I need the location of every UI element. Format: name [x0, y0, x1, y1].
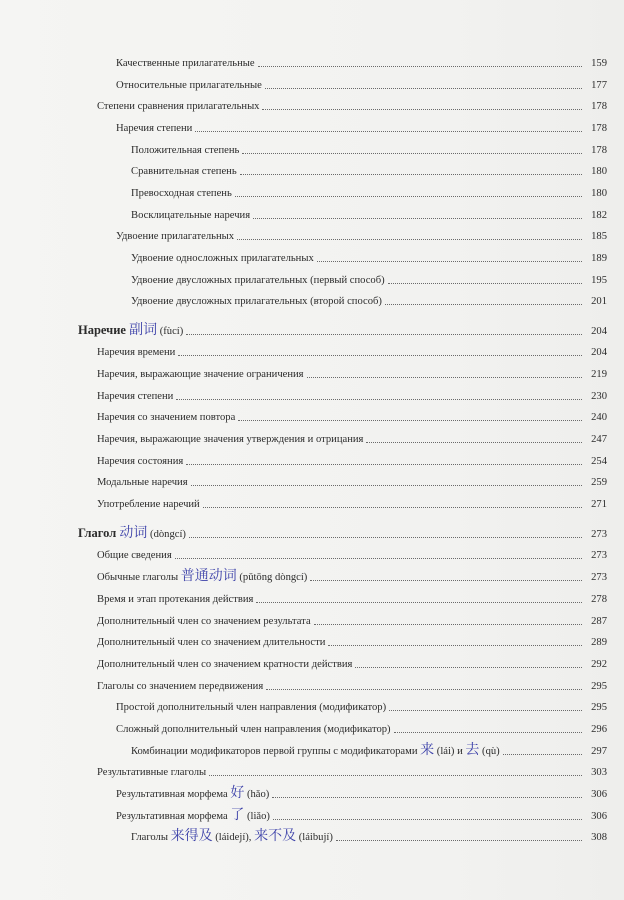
dot-leader [258, 66, 582, 67]
pinyin-reading: (láibují) [296, 832, 333, 843]
dot-leader [389, 710, 582, 711]
entry-title-text: Комбинации модификаторов первой группы с модификаторами [131, 746, 421, 757]
entry-title-text: Дополнительный член со значением длительности [97, 637, 326, 648]
toc-entry[interactable] [97, 586, 607, 606]
toc-entry-title [131, 165, 237, 178]
toc-entry[interactable] [97, 339, 607, 359]
entry-title-text: Наречия, выражающие значения утверждения и отрицания [97, 434, 364, 445]
entry-title-text: Время и этап протекания действия [97, 594, 254, 605]
entry-title-text: Удвоение односложных прилагательных [131, 253, 314, 264]
entry-title-text: Наречие [78, 323, 130, 337]
entry-title-text: Результативная морфема [116, 789, 231, 800]
dot-leader [388, 283, 582, 284]
toc-entry[interactable] [116, 115, 607, 135]
entry-title-text: Глаголы со значением передвижения [97, 681, 264, 692]
entry-title-text: Простой дополнительный член направления (модификатор) [116, 702, 387, 713]
dot-leader [310, 580, 582, 581]
page-number: 247 [591, 434, 607, 445]
toc-section-heading[interactable] [78, 318, 607, 338]
entry-title-text: Глаголы [131, 832, 171, 843]
pinyin-reading: (láidejí), [212, 832, 255, 843]
toc-entry[interactable] [116, 223, 607, 243]
page-number: 278 [591, 594, 607, 605]
pinyin-reading: (hǎo) [244, 789, 270, 800]
entry-title-text: Наречия степени [97, 391, 174, 402]
toc-entry[interactable] [131, 267, 607, 287]
page-number: 219 [591, 369, 607, 380]
page-number: 273 [591, 529, 607, 540]
toc-entry-title [97, 615, 311, 628]
page-number: 287 [591, 616, 607, 627]
entry-title-text: Восклицательные наречия [131, 210, 251, 221]
chinese-term: 副词 [129, 322, 158, 338]
dot-leader [186, 464, 582, 465]
dot-leader [336, 840, 582, 841]
entry-title-text: Результативные глаголы [97, 767, 207, 778]
entry-title-text: Глагол [78, 526, 120, 540]
toc-entry-title [97, 549, 172, 562]
dot-leader [307, 377, 582, 378]
toc-entry[interactable] [97, 759, 607, 779]
dot-leader [235, 196, 582, 197]
toc-entry[interactable] [97, 651, 607, 671]
toc-entry[interactable] [131, 202, 607, 222]
chinese-term: 去 [465, 742, 480, 758]
page-number: 204 [591, 347, 607, 358]
toc-entry[interactable] [97, 564, 607, 584]
toc-entry[interactable] [131, 137, 607, 157]
dot-leader [209, 775, 582, 776]
dot-leader [503, 754, 582, 755]
pinyin-reading: (pǔtōng dòngcí) [236, 572, 308, 583]
entry-title-text: Модальные наречия [97, 477, 188, 488]
dot-leader [266, 689, 582, 690]
page-number: 271 [591, 499, 607, 510]
toc-entry-title [97, 570, 307, 584]
entry-title-text: Дополнительный член со значением результата [97, 616, 311, 627]
toc-entry-title [131, 187, 232, 200]
toc-entry[interactable] [116, 716, 607, 736]
page-number: 230 [591, 391, 607, 402]
entry-title-text: Удвоение прилагательных [116, 231, 235, 242]
page-number: 180 [591, 166, 607, 177]
page-number: 308 [591, 832, 607, 843]
entry-title-text: Наречия, выражающие значение ограничения [97, 369, 304, 380]
toc-entry-title [97, 411, 235, 424]
toc-entry[interactable] [131, 245, 607, 265]
chinese-term: 了 [230, 807, 245, 823]
toc-entry-title [78, 324, 183, 338]
toc-entry[interactable] [97, 491, 607, 511]
dot-leader [262, 109, 582, 110]
toc-entry-title [116, 723, 391, 736]
chinese-term: 来不及 [254, 828, 297, 844]
entry-title-text: Превосходная степень [131, 188, 232, 199]
entry-title-text: Наречия со значением повтора [97, 412, 236, 423]
page-number: 178 [591, 101, 607, 112]
dot-leader [191, 485, 582, 486]
toc-entry[interactable] [97, 629, 607, 649]
page-number: 204 [591, 326, 607, 337]
entry-title-text: Степени сравнения прилагательных [97, 101, 260, 112]
toc-entry-title [97, 658, 352, 671]
toc-entry-title [116, 79, 262, 92]
dot-leader [328, 645, 582, 646]
toc-entry-title [97, 455, 183, 468]
page-number: 182 [591, 210, 607, 221]
page-number: 254 [591, 456, 607, 467]
toc-entry-title [97, 346, 175, 359]
toc-entry-title [116, 57, 255, 70]
pinyin-reading: (lái) и [434, 746, 466, 757]
toc-entry-title [131, 274, 385, 287]
dot-leader [394, 732, 582, 733]
toc-entry-title [97, 766, 206, 779]
page-number: 295 [591, 702, 607, 713]
page-number: 306 [591, 789, 607, 800]
toc-entry[interactable] [97, 542, 607, 562]
toc-entry[interactable] [116, 50, 607, 70]
entry-title-text: Наречия времени [97, 347, 176, 358]
toc-entry[interactable] [116, 694, 607, 714]
dot-leader [178, 355, 582, 356]
entry-title-text: Наречия степени [116, 123, 193, 134]
toc-entry-title [116, 701, 386, 714]
chinese-term: 来 [420, 742, 435, 758]
dot-leader [314, 624, 582, 625]
toc-entry-title [97, 433, 363, 446]
page-number: 240 [591, 412, 607, 423]
page-number: 273 [591, 572, 607, 583]
toc-entry-title [116, 809, 270, 823]
toc-entry[interactable] [116, 781, 607, 801]
entry-title-text: Обычные глаголы [97, 572, 181, 583]
toc-entry[interactable] [131, 158, 607, 178]
entry-title-text: Удвоение двусложных прилагательных (второй способ) [131, 296, 382, 307]
toc-entry-title [131, 252, 314, 265]
toc-entry[interactable] [97, 93, 607, 113]
toc-entry-title [131, 209, 250, 222]
page-number: 189 [591, 253, 607, 264]
dot-leader [175, 558, 582, 559]
toc-entry[interactable] [97, 404, 607, 424]
toc-entry[interactable] [97, 469, 607, 489]
chinese-term: 动词 [119, 525, 148, 541]
page-number: 178 [591, 123, 607, 134]
dot-leader [186, 334, 582, 335]
entry-title-text: Сравнительная степень [131, 166, 237, 177]
dot-leader [385, 304, 582, 305]
entry-title-text: Дополнительный член со значением кратности действия [97, 659, 353, 670]
toc-entry-title [131, 144, 239, 157]
dot-leader [317, 261, 582, 262]
entry-title-text: Общие сведения [97, 550, 172, 561]
toc-entry-title [131, 830, 333, 844]
toc-entry-title [116, 122, 192, 135]
toc-section-heading[interactable] [78, 521, 607, 541]
toc-entry-title [116, 230, 234, 243]
dot-leader [238, 420, 582, 421]
dot-leader [176, 399, 582, 400]
toc-entry-title [131, 295, 382, 308]
toc-entry[interactable] [131, 180, 607, 200]
dot-leader [242, 153, 582, 154]
dot-leader [189, 537, 582, 538]
toc-entry-title [97, 390, 173, 403]
page-number: 259 [591, 477, 607, 488]
page-number: 306 [591, 811, 607, 822]
toc-entry-title [97, 498, 200, 511]
page-number: 273 [591, 550, 607, 561]
pinyin-reading: (liǎo) [244, 811, 270, 822]
toc-entry-title [131, 744, 500, 758]
entry-title-text: Качественные прилагательные [116, 58, 255, 69]
dot-leader [265, 88, 582, 89]
page-number: 178 [591, 145, 607, 156]
page-number: 297 [591, 746, 607, 757]
toc-entry-title [97, 100, 259, 113]
toc-entry-title [97, 680, 263, 693]
chinese-term: 来得及 [170, 828, 213, 844]
page-number: 195 [591, 275, 607, 286]
toc-entry-title [97, 636, 325, 649]
dot-leader [237, 239, 582, 240]
page-number: 177 [591, 80, 607, 91]
toc-entry[interactable] [97, 426, 607, 446]
dot-leader [253, 218, 582, 219]
toc-entry[interactable] [131, 288, 607, 308]
dot-leader [195, 131, 582, 132]
pinyin-reading: (fùcí) [157, 326, 184, 337]
page-number: 295 [591, 681, 607, 692]
pinyin-reading: (qù) [479, 746, 500, 757]
page-number: 180 [591, 188, 607, 199]
dot-leader [240, 174, 582, 175]
toc-entry[interactable] [131, 738, 607, 758]
entry-title-text: Положительная степень [131, 145, 240, 156]
entry-title-text: Наречия состояния [97, 456, 184, 467]
chinese-term: 普通动词 [180, 568, 237, 584]
dot-leader [203, 507, 582, 508]
entry-title-text: Употребление наречий [97, 499, 200, 510]
pinyin-reading: (dòngcí) [147, 529, 186, 540]
toc-entry-title [97, 368, 304, 381]
dot-leader [355, 667, 582, 668]
entry-title-text: Сложный дополнительный член направления (модификатор) [116, 724, 391, 735]
page-number: 296 [591, 724, 607, 735]
toc-entry[interactable] [131, 824, 607, 844]
page-number: 185 [591, 231, 607, 242]
page-number: 201 [591, 296, 607, 307]
entry-title-text: Относительные прилагательные [116, 80, 262, 91]
page-number: 303 [591, 767, 607, 778]
chinese-term: 好 [230, 785, 245, 801]
entry-title-text: Удвоение двусложных прилагательных (первый способ) [131, 275, 385, 286]
toc-entry[interactable] [97, 448, 607, 468]
toc-entry[interactable] [116, 803, 607, 823]
dot-leader [273, 819, 582, 820]
entry-title-text: Результативная морфема [116, 811, 231, 822]
dot-leader [272, 797, 582, 798]
page-number: 292 [591, 659, 607, 670]
dot-leader [366, 442, 582, 443]
toc-entry-title [97, 593, 253, 606]
toc-entry[interactable] [116, 72, 607, 92]
dot-leader [256, 602, 582, 603]
toc-entry[interactable] [97, 361, 607, 381]
toc-entry[interactable] [97, 608, 607, 628]
toc-entry-title [78, 527, 186, 541]
toc-entry[interactable] [97, 383, 607, 403]
toc-entry[interactable] [97, 673, 607, 693]
toc-entry-title [116, 787, 269, 801]
page-number: 289 [591, 637, 607, 648]
toc-entry-title [97, 476, 188, 489]
page-number: 159 [591, 58, 607, 69]
